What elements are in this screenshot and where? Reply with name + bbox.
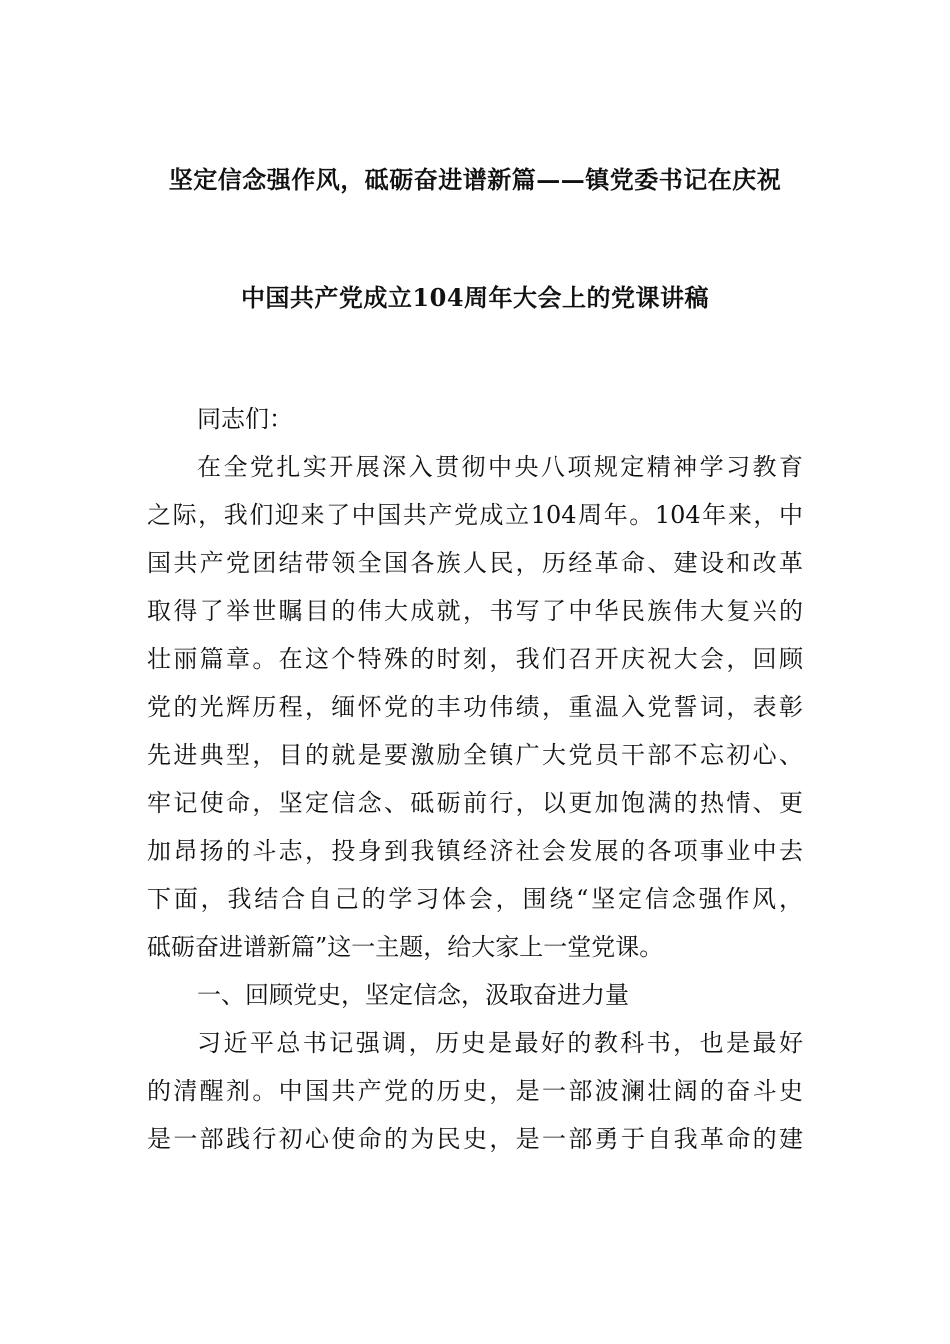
paragraph-line: 壮丽篇章。在这个特殊的时刻，我们召开庆祝大会，回顾 [147, 645, 803, 673]
paragraph-line: 习近平总书记强调，历史是最好的教科书，也是最好 [197, 1029, 803, 1057]
paragraph-line: 之际，我们迎来了中国共产党成立104周年。104年来，中 [147, 501, 803, 529]
paragraph-line: 国共产党团结带领全国各族人民，历经革命、建设和改革 [147, 549, 803, 577]
paragraph-line: 牢记使命，坚定信念、砥砺前行，以更加饱满的热情、更 [147, 789, 803, 817]
paragraph-line: 是一部践行初心使命的为民史，是一部勇于自我革命的建 [147, 1125, 803, 1153]
paragraph-line: 在全党扎实开展深入贯彻中央八项规定精神学习教育 [197, 453, 803, 481]
title-line-1: 坚定信念强作风，砥砺奋进谱新篇——镇党委书记在庆祝 [168, 165, 782, 194]
greeting: 同志们： [197, 405, 293, 433]
section-heading: 一、回顾党史，坚定信念，汲取奋进力量 [197, 981, 629, 1009]
title-line-2: 中国共产党成立104周年大会上的党课讲稿 [240, 283, 710, 312]
paragraph-line: 先进典型，目的就是要激励全镇广大党员干部不忘初心、 [147, 741, 803, 769]
paragraph-line: 下面，我结合自己的学习体会，围绕“坚定信念强作风， [147, 885, 803, 913]
paragraph-line: 党的光辉历程，缅怀党的丰功伟绩，重温入党誓词，表彰 [147, 693, 803, 721]
paragraph-line: 的清醒剂。中国共产党的历史，是一部波澜壮阔的奋斗史 [147, 1077, 803, 1105]
paragraph-line: 加昂扬的斗志，投身到我镇经济社会发展的各项事业中去 [147, 837, 803, 865]
paragraph-line: 取得了举世瞩目的伟大成就，书写了中华民族伟大复兴的 [147, 597, 803, 625]
paragraph-line: 砥砺奋进谱新篇”这一主题，给大家上一堂党课。 [147, 933, 664, 961]
